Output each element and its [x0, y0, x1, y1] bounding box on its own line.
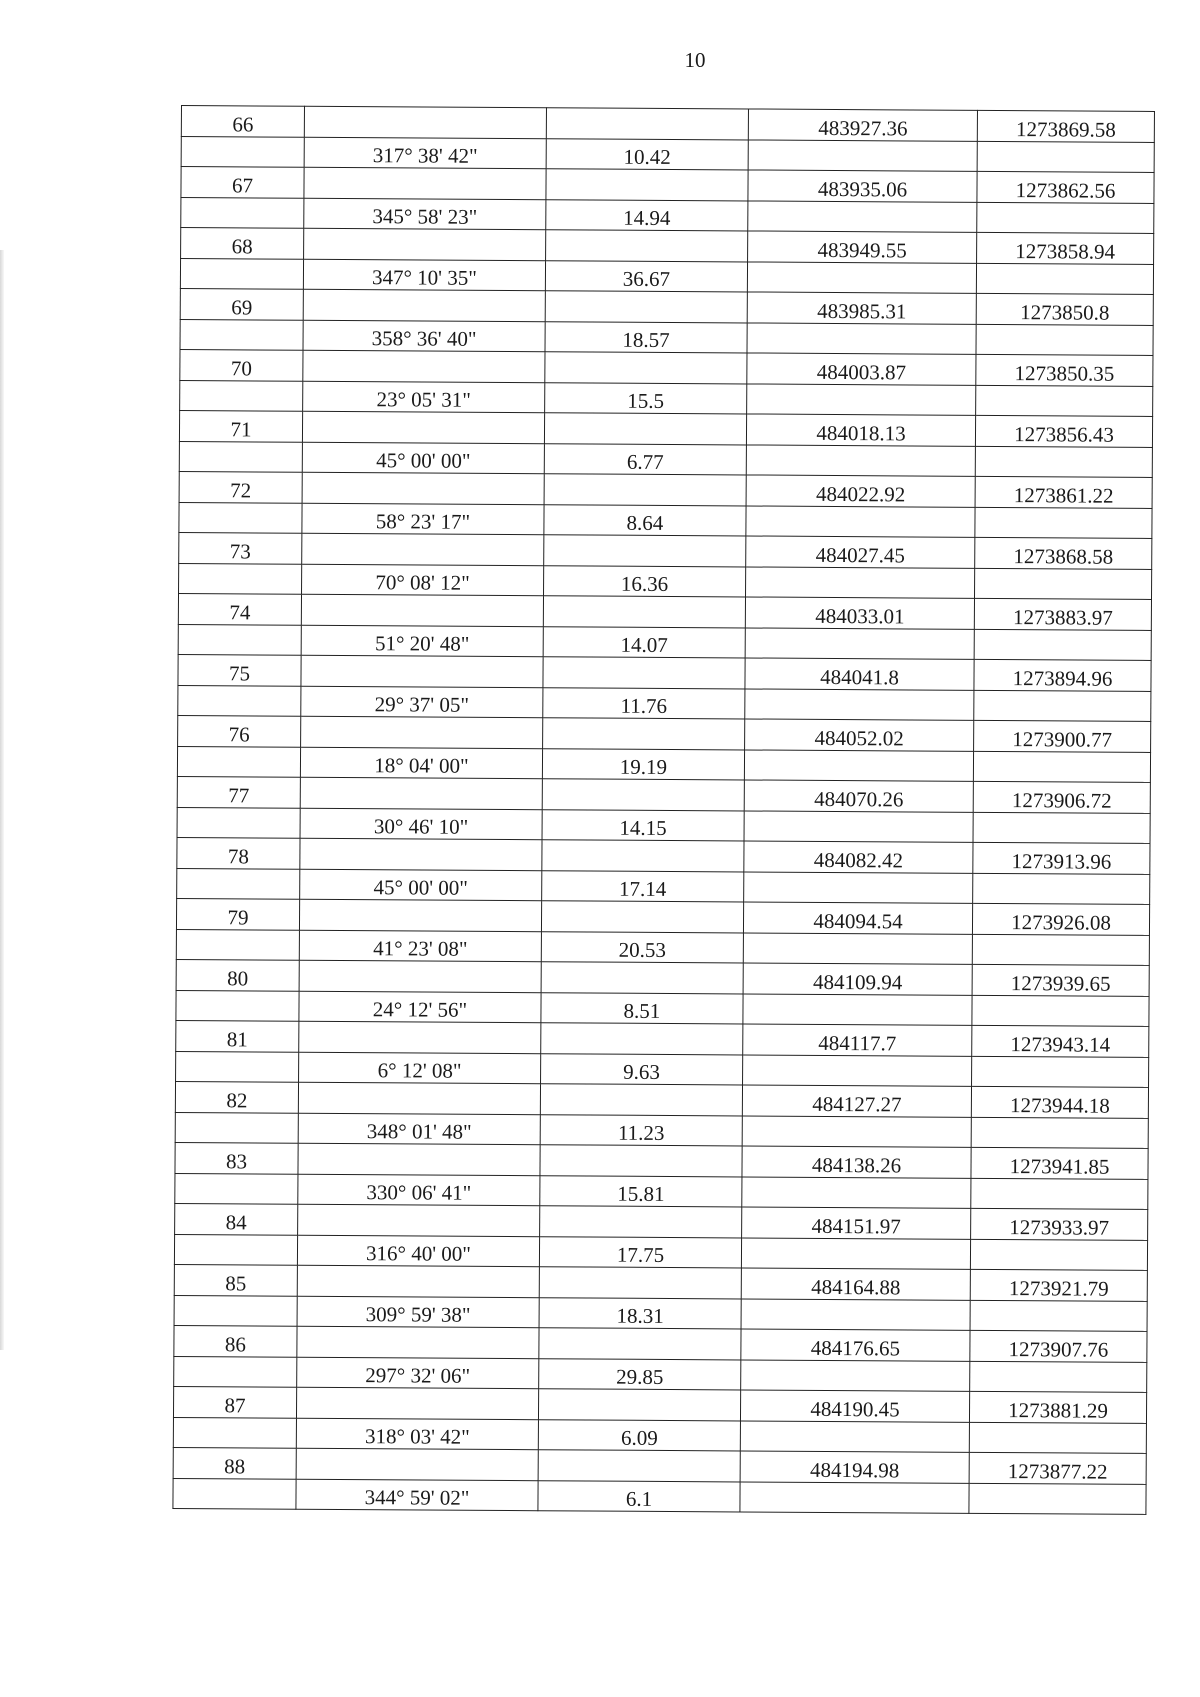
empty-cell	[543, 657, 745, 689]
empty-cell	[175, 1173, 298, 1204]
empty-cell	[297, 1326, 539, 1358]
y-coordinate-cell: 1273926.08	[972, 903, 1149, 935]
distance-cell: 6.77	[544, 443, 746, 475]
bearing-cell: 358° 36' 40"	[303, 320, 545, 352]
bearing-cell: 330° 06' 41"	[298, 1174, 540, 1206]
distance-cell: 10.42	[546, 138, 748, 170]
empty-cell	[180, 380, 303, 411]
empty-cell	[302, 533, 544, 565]
y-coordinate-cell: 1273900.77	[974, 720, 1151, 752]
point-number-cell: 74	[178, 593, 301, 624]
empty-cell	[299, 1021, 541, 1053]
bearing-cell: 348° 01' 48"	[298, 1113, 540, 1145]
empty-cell	[541, 901, 743, 933]
bearing-cell: 18° 04' 00"	[300, 747, 542, 779]
x-coordinate-cell: 484194.98	[740, 1451, 969, 1483]
empty-cell	[540, 1145, 742, 1177]
empty-cell	[174, 1234, 297, 1265]
y-coordinate-cell: 1273939.65	[972, 964, 1149, 996]
distance-cell: 8.64	[544, 504, 746, 536]
distance-cell: 17.75	[539, 1236, 741, 1268]
point-number-cell: 79	[176, 898, 299, 929]
bearing-cell: 45° 00' 00"	[302, 442, 544, 474]
page-number: 10	[684, 48, 706, 72]
empty-cell	[969, 1483, 1146, 1515]
empty-cell	[177, 868, 300, 899]
y-coordinate-cell: 1273868.58	[975, 537, 1152, 569]
bearing-cell: 309° 59' 38"	[297, 1296, 539, 1328]
empty-cell	[298, 1082, 540, 1114]
empty-cell	[303, 289, 545, 321]
x-coordinate-cell: 484033.01	[745, 597, 974, 629]
x-coordinate-cell: 484027.45	[746, 536, 975, 568]
x-coordinate-cell: 484041.8	[745, 658, 974, 690]
empty-cell	[300, 777, 542, 809]
bearing-cell: 58° 23' 17"	[302, 503, 544, 535]
empty-cell	[539, 1328, 741, 1360]
empty-cell	[543, 718, 745, 750]
empty-cell	[976, 263, 1153, 295]
x-coordinate-cell: 484003.87	[747, 353, 976, 385]
empty-cell	[301, 655, 543, 687]
empty-cell	[180, 319, 303, 350]
empty-cell	[748, 139, 977, 171]
distance-cell: 15.81	[540, 1175, 742, 1207]
empty-cell	[174, 1295, 297, 1326]
empty-cell	[301, 716, 543, 748]
empty-cell	[179, 441, 302, 472]
point-number-cell: 71	[179, 410, 302, 441]
empty-cell	[743, 1054, 972, 1086]
point-number-cell: 78	[177, 837, 300, 868]
empty-cell	[746, 444, 975, 476]
empty-cell	[300, 838, 542, 870]
empty-cell	[973, 751, 1150, 783]
y-coordinate-cell: 1273944.18	[971, 1086, 1148, 1118]
empty-cell	[544, 474, 746, 506]
empty-cell	[541, 1023, 743, 1055]
empty-cell	[540, 1206, 742, 1238]
point-number-cell: 83	[175, 1142, 298, 1173]
x-coordinate-cell: 483935.06	[748, 170, 977, 202]
y-coordinate-cell: 1273907.76	[970, 1330, 1147, 1362]
distance-cell: 18.57	[545, 321, 747, 353]
empty-cell	[972, 1056, 1149, 1088]
point-number-cell: 67	[181, 167, 304, 198]
bearing-cell: 318° 03' 42"	[296, 1418, 538, 1450]
y-coordinate-cell: 1273881.29	[969, 1391, 1146, 1423]
x-coordinate-cell: 484022.92	[746, 475, 975, 507]
distance-cell: 6.09	[538, 1419, 740, 1451]
scan-edge-shadow	[0, 250, 4, 1350]
empty-cell	[296, 1448, 538, 1480]
empty-cell	[747, 261, 976, 293]
empty-cell	[746, 505, 975, 537]
distance-cell: 14.15	[542, 809, 744, 841]
empty-cell	[975, 507, 1152, 539]
empty-cell	[304, 106, 546, 138]
empty-cell	[744, 871, 973, 903]
y-coordinate-cell: 1273862.56	[977, 171, 1154, 203]
empty-cell	[177, 746, 300, 777]
coordinate-table-container	[172, 105, 1149, 1566]
y-coordinate-cell: 1273943.14	[972, 1025, 1149, 1057]
coordinate-table-body	[173, 106, 1155, 1515]
point-number-cell: 70	[180, 349, 303, 380]
point-number-cell: 75	[178, 654, 301, 685]
empty-cell	[970, 1361, 1147, 1393]
empty-cell	[296, 1387, 538, 1419]
point-number-cell: 80	[176, 959, 299, 990]
empty-cell	[542, 840, 744, 872]
point-number-cell: 69	[180, 288, 303, 319]
empty-cell	[544, 413, 746, 445]
x-coordinate-cell: 483985.31	[747, 292, 976, 324]
empty-cell	[741, 1359, 970, 1391]
empty-cell	[302, 472, 544, 504]
y-coordinate-cell: 1273883.97	[974, 598, 1151, 630]
point-number-cell: 72	[179, 471, 302, 502]
empty-cell	[976, 385, 1153, 417]
point-number-cell: 77	[177, 776, 300, 807]
bearing-cell: 41° 23' 08"	[299, 930, 541, 962]
empty-cell	[299, 899, 541, 931]
empty-cell	[970, 1239, 1147, 1271]
empty-cell	[538, 1389, 740, 1421]
distance-cell: 14.07	[543, 626, 745, 658]
empty-cell	[297, 1265, 539, 1297]
distance-cell: 8.51	[541, 992, 743, 1024]
empty-cell	[176, 929, 299, 960]
bearing-cell: 345° 58' 23"	[304, 198, 546, 230]
x-coordinate-cell: 484127.27	[742, 1085, 971, 1117]
empty-cell	[746, 566, 975, 598]
empty-cell	[178, 624, 301, 655]
x-coordinate-cell: 484094.54	[743, 902, 972, 934]
empty-cell	[743, 932, 972, 964]
point-number-cell: 87	[173, 1386, 296, 1417]
empty-cell	[973, 812, 1150, 844]
empty-cell	[546, 108, 748, 140]
empty-cell	[180, 258, 303, 289]
empty-cell	[741, 1237, 970, 1269]
empty-cell	[298, 1143, 540, 1175]
empty-cell	[181, 197, 304, 228]
point-number-cell: 66	[181, 106, 304, 137]
distance-cell: 14.94	[546, 199, 748, 231]
y-coordinate-cell: 1273933.97	[971, 1208, 1148, 1240]
empty-cell	[303, 350, 545, 382]
bearing-cell: 23° 05' 31"	[303, 381, 545, 413]
distance-cell: 36.67	[545, 260, 747, 292]
bearing-cell: 29° 37' 05"	[301, 686, 543, 718]
empty-cell	[304, 228, 546, 260]
empty-cell	[298, 1204, 540, 1236]
x-coordinate-cell: 484176.65	[741, 1329, 970, 1361]
distance-cell: 6.1	[538, 1480, 740, 1512]
bearing-cell: 70° 08' 12"	[302, 564, 544, 596]
point-number-cell: 76	[178, 715, 301, 746]
empty-cell	[173, 1417, 296, 1448]
empty-cell	[540, 1084, 742, 1116]
x-coordinate-cell: 484117.7	[743, 1024, 972, 1056]
distance-cell: 11.23	[540, 1114, 742, 1146]
empty-cell	[745, 627, 974, 659]
empty-cell	[742, 1176, 971, 1208]
y-coordinate-cell: 1273913.96	[973, 842, 1150, 874]
y-coordinate-cell: 1273877.22	[969, 1452, 1146, 1484]
empty-cell	[542, 779, 744, 811]
y-coordinate-cell: 1273869.58	[977, 110, 1154, 142]
empty-cell	[976, 324, 1153, 356]
empty-cell	[176, 1051, 299, 1082]
bearing-cell: 51° 20' 48"	[301, 625, 543, 657]
x-coordinate-cell: 484164.88	[741, 1268, 970, 1300]
x-coordinate-cell: 484052.02	[745, 719, 974, 751]
point-number-cell: 86	[174, 1325, 297, 1356]
empty-cell	[543, 596, 745, 628]
empty-cell	[971, 1178, 1148, 1210]
distance-cell: 9.63	[541, 1053, 743, 1085]
y-coordinate-cell: 1273856.43	[975, 415, 1152, 447]
empty-cell	[740, 1420, 969, 1452]
empty-cell	[179, 502, 302, 533]
empty-cell	[173, 1478, 296, 1509]
empty-cell	[975, 568, 1152, 600]
distance-cell: 20.53	[541, 931, 743, 963]
y-coordinate-cell: 1273906.72	[973, 781, 1150, 813]
y-coordinate-cell: 1273921.79	[970, 1269, 1147, 1301]
empty-cell	[972, 934, 1149, 966]
empty-cell	[973, 873, 1150, 905]
bearing-cell: 347° 10' 35"	[303, 259, 545, 291]
coordinate-table	[172, 105, 1155, 1515]
empty-cell	[740, 1481, 969, 1513]
x-coordinate-cell: 484109.94	[743, 963, 972, 995]
y-coordinate-cell: 1273850.35	[976, 354, 1153, 386]
empty-cell	[744, 810, 973, 842]
empty-cell	[969, 1422, 1146, 1454]
empty-cell	[747, 322, 976, 354]
empty-cell	[545, 291, 747, 323]
bearing-cell: 317° 38' 42"	[304, 137, 546, 169]
point-number-cell: 81	[176, 1020, 299, 1051]
point-number-cell: 85	[174, 1264, 297, 1295]
y-coordinate-cell: 1273941.85	[971, 1147, 1148, 1179]
x-coordinate-cell: 484190.45	[740, 1390, 969, 1422]
point-number-cell: 82	[175, 1081, 298, 1112]
empty-cell	[177, 807, 300, 838]
y-coordinate-cell: 1273894.96	[974, 659, 1151, 691]
empty-cell	[545, 352, 747, 384]
empty-cell	[972, 995, 1149, 1027]
x-coordinate-cell: 483927.36	[748, 109, 977, 141]
point-number-cell: 88	[173, 1447, 296, 1478]
empty-cell	[175, 1112, 298, 1143]
distance-cell: 29.85	[539, 1358, 741, 1390]
empty-cell	[748, 200, 977, 232]
bearing-cell: 6° 12' 08"	[299, 1052, 541, 1084]
empty-cell	[544, 535, 746, 567]
empty-cell	[174, 1356, 297, 1387]
empty-cell	[546, 169, 748, 201]
point-number-cell: 73	[179, 532, 302, 563]
empty-cell	[178, 685, 301, 716]
distance-cell: 17.14	[542, 870, 744, 902]
x-coordinate-cell: 484018.13	[746, 414, 975, 446]
empty-cell	[744, 749, 973, 781]
bearing-cell: 344° 59' 02"	[296, 1479, 538, 1511]
empty-cell	[977, 141, 1154, 173]
empty-cell	[299, 960, 541, 992]
empty-cell	[176, 990, 299, 1021]
empty-cell	[541, 962, 743, 994]
empty-cell	[741, 1298, 970, 1330]
empty-cell	[538, 1450, 740, 1482]
empty-cell	[975, 446, 1152, 478]
empty-cell	[747, 383, 976, 415]
empty-cell	[974, 629, 1151, 661]
empty-cell	[742, 1115, 971, 1147]
bearing-cell: 297° 32' 06"	[297, 1357, 539, 1389]
distance-cell: 16.36	[544, 565, 746, 597]
segment-row	[173, 1478, 1146, 1514]
distance-cell: 11.76	[543, 687, 745, 719]
y-coordinate-cell: 1273850.8	[976, 293, 1153, 325]
distance-cell: 15.5	[545, 382, 747, 414]
y-coordinate-cell: 1273858.94	[977, 232, 1154, 264]
empty-cell	[977, 202, 1154, 234]
x-coordinate-cell: 483949.55	[748, 231, 977, 263]
empty-cell	[302, 411, 544, 443]
empty-cell	[974, 690, 1151, 722]
empty-cell	[539, 1267, 741, 1299]
x-coordinate-cell: 484138.26	[742, 1146, 971, 1178]
empty-cell	[743, 993, 972, 1025]
empty-cell	[971, 1117, 1148, 1149]
bearing-cell: 30° 46' 10"	[300, 808, 542, 840]
empty-cell	[181, 136, 304, 167]
empty-cell	[745, 688, 974, 720]
bearing-cell: 316° 40' 00"	[297, 1235, 539, 1267]
empty-cell	[304, 167, 546, 199]
bearing-cell: 24° 12' 56"	[299, 991, 541, 1023]
point-number-cell: 84	[175, 1203, 298, 1234]
y-coordinate-cell: 1273861.22	[975, 476, 1152, 508]
empty-cell	[179, 563, 302, 594]
bearing-cell: 45° 00' 00"	[300, 869, 542, 901]
x-coordinate-cell: 484151.97	[742, 1207, 971, 1239]
x-coordinate-cell: 484082.42	[744, 841, 973, 873]
distance-cell: 19.19	[542, 748, 744, 780]
distance-cell: 18.31	[539, 1297, 741, 1329]
empty-cell	[546, 230, 748, 262]
x-coordinate-cell: 484070.26	[744, 780, 973, 812]
point-number-cell: 68	[181, 228, 304, 259]
empty-cell	[970, 1300, 1147, 1332]
empty-cell	[301, 594, 543, 626]
